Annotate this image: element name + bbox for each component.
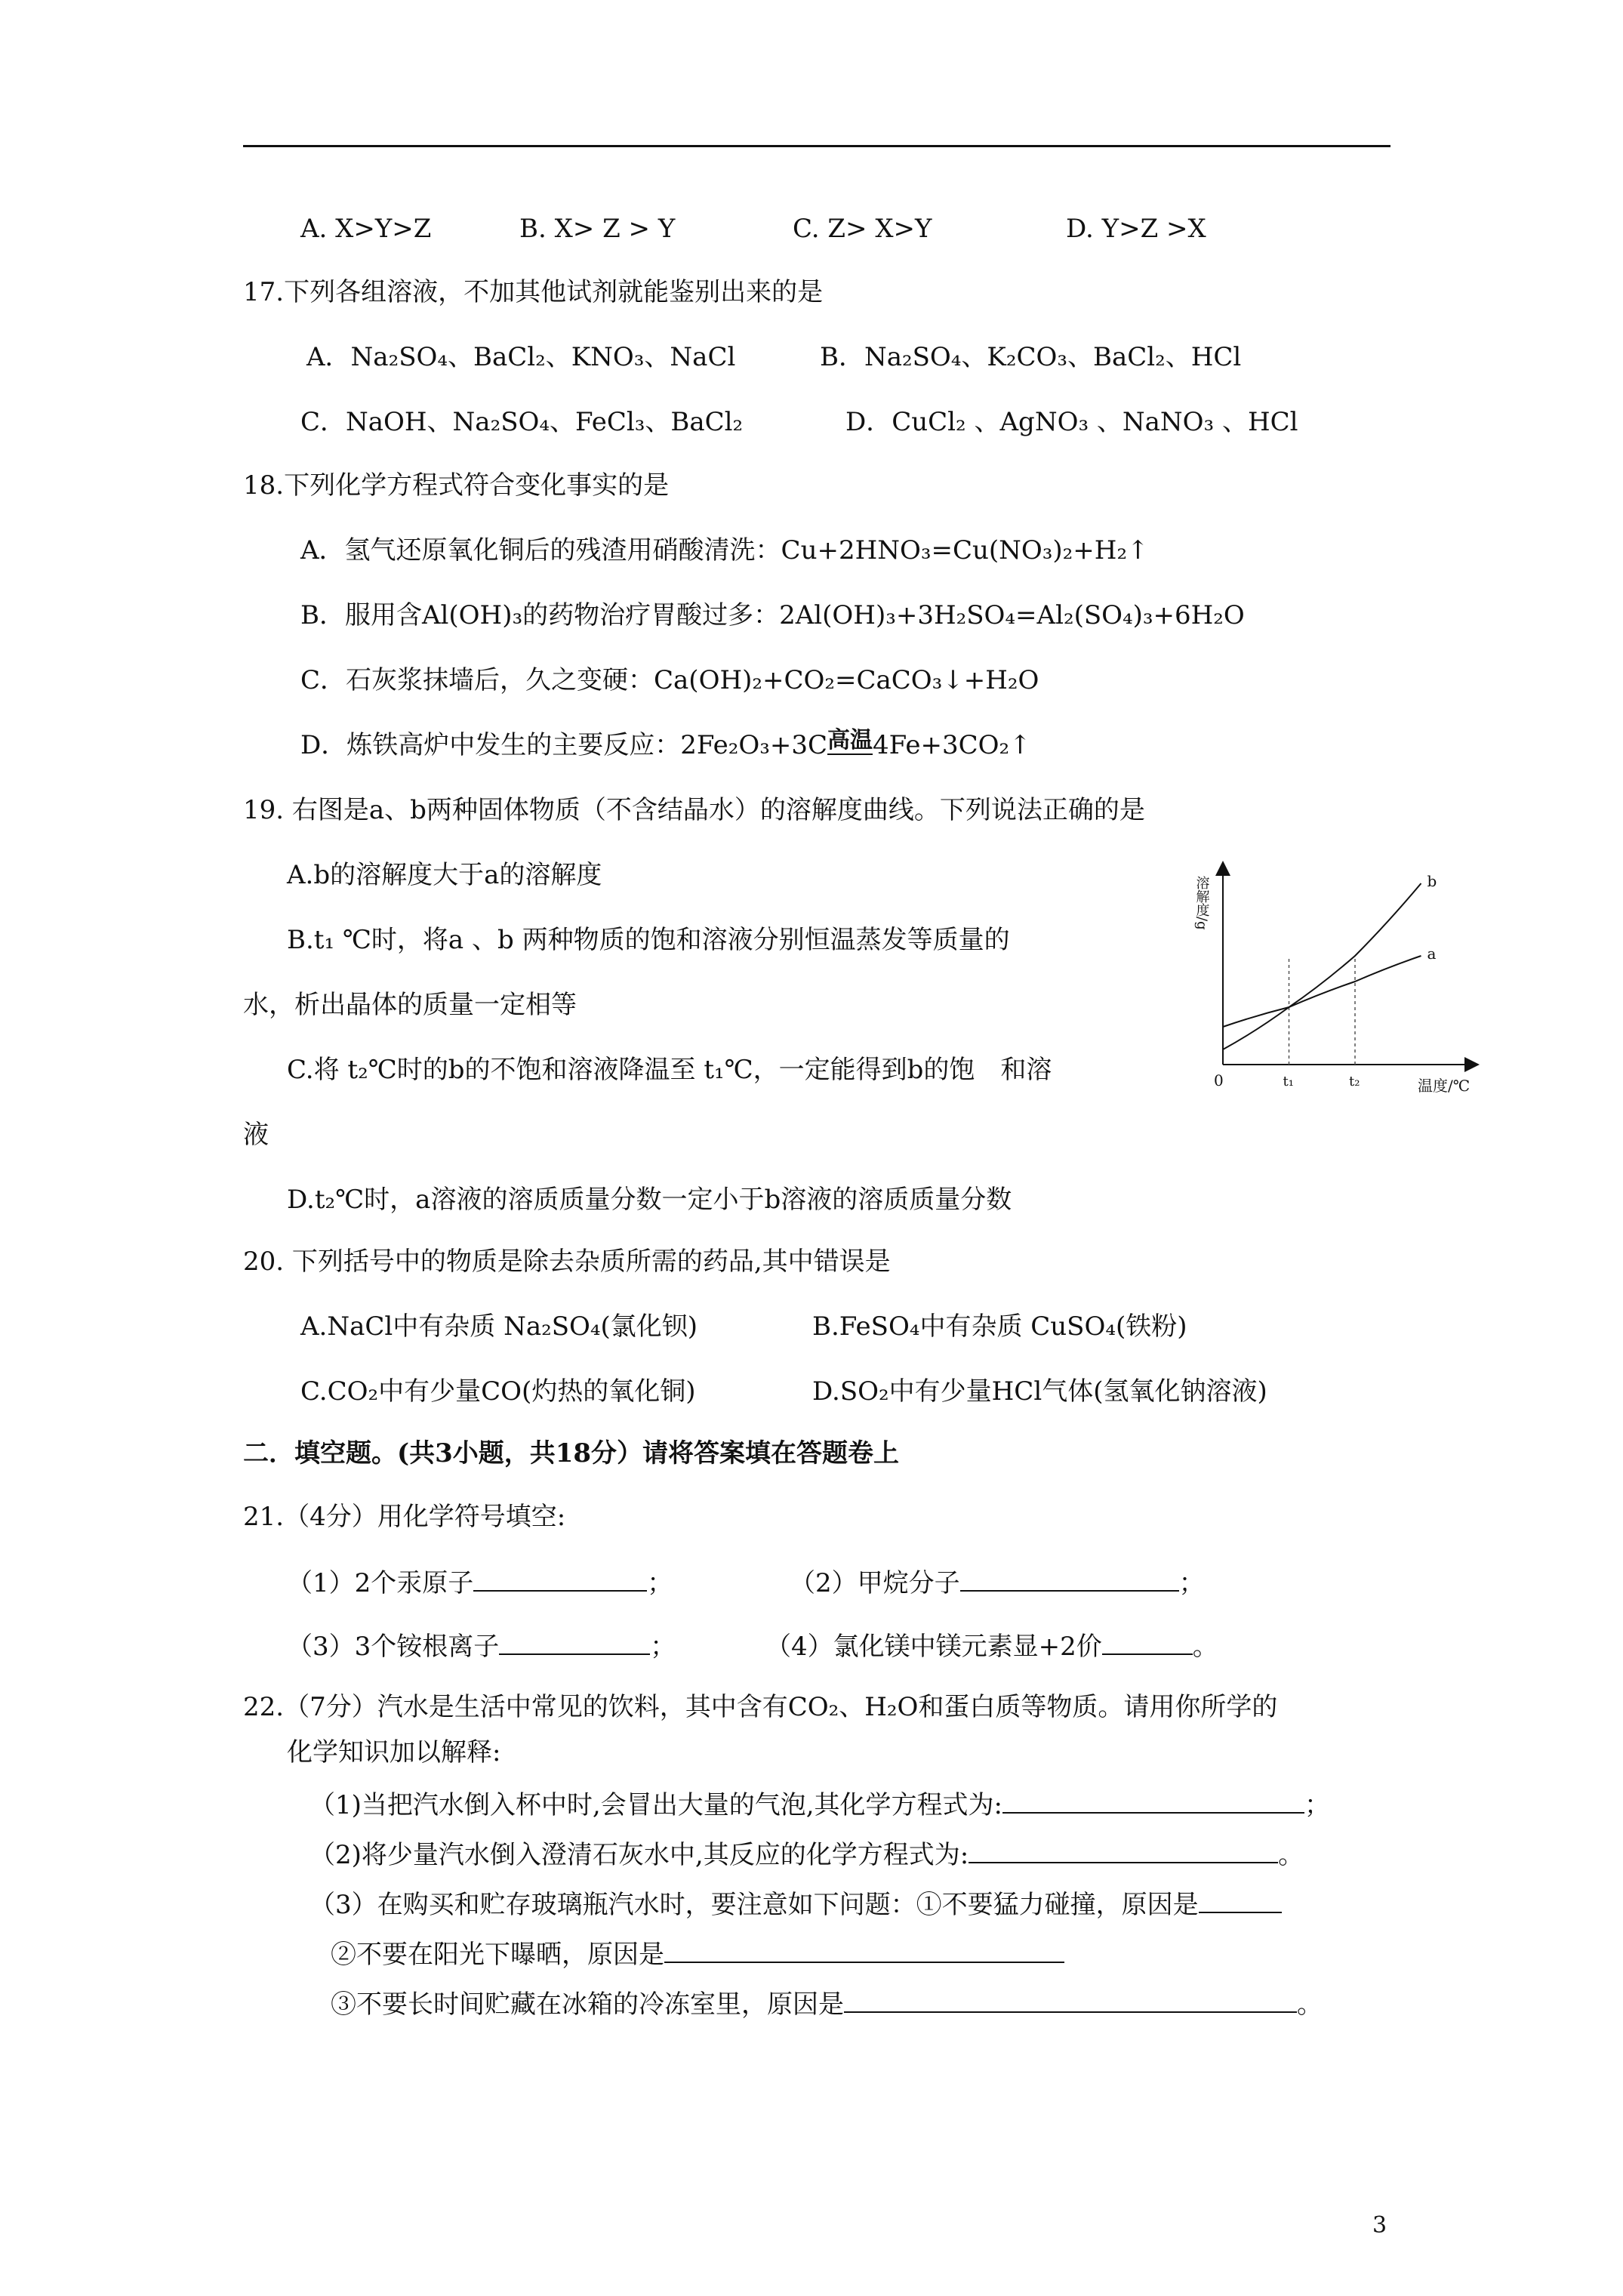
answer-blank[interactable] <box>499 1631 650 1655</box>
q21-stem: 21.（4分）用化学符号填空: <box>243 1502 566 1532</box>
q17-option-b: B．Na₂SO₄、K₂CO₃、BaCl₂、HCl <box>820 342 1242 372</box>
answer-blank[interactable] <box>664 1939 1064 1963</box>
q18-option-a: A．氢气还原氧化铜后的残渣用硝酸清洗：Cu+2HNO₃=Cu(NO₃)₂+H₂↑ <box>300 535 1149 566</box>
q17-option-c: C．NaOH、Na₂SO₄、FeCl₃、BaCl₂ <box>300 407 744 437</box>
origin-label: 0 <box>1214 1071 1224 1089</box>
q17-option-a: A．Na₂SO₄、BaCl₂、KNO₃、NaCl <box>306 342 736 372</box>
answer-blank[interactable] <box>1102 1631 1193 1655</box>
q18-option-c: C．石灰浆抹墙后，久之变硬：Ca(OH)₂+CO₂=CaCO₃↓+H₂O <box>300 665 1039 695</box>
series-label-a: a <box>1427 945 1437 963</box>
answer-blank[interactable] <box>844 1989 1297 2013</box>
q20-option-c: C.CO₂中有少量CO(灼热的氧化铜) <box>300 1376 696 1407</box>
q18-d-prefix: D．炼铁高炉中发生的主要反应：2Fe₂O₃+3C <box>300 730 828 760</box>
q22-part-3b: ②不要在阳光下曝晒，原因是 <box>331 1939 1064 1968</box>
q16-option-a: A. X>Y>Z <box>300 214 432 244</box>
q21-part-2: （2）甲烷分子 ； <box>790 1568 1205 1598</box>
x-tick-label: t₂ <box>1349 1074 1360 1089</box>
q16-option-d: D. Y>Z >X <box>1066 214 1206 244</box>
curve-a <box>1223 956 1421 1027</box>
q19-option-b-line1: B.t₁ ℃时，将a 、b 两种物质的饱和溶液分别恒温蒸发等质量的 <box>287 925 1010 955</box>
answer-blank[interactable] <box>473 1567 647 1592</box>
series-label-b: b <box>1427 872 1437 890</box>
y-axis-label: 溶解度/g <box>1193 876 1210 930</box>
solubility-chart <box>1178 861 1480 1110</box>
q18-d-suffix: 4Fe+3CO₂↑ <box>873 730 1031 760</box>
answer-blank[interactable] <box>969 1839 1278 1863</box>
q16-option-c: C. Z> X>Y <box>793 214 932 244</box>
q22-stem-line1: 22.（7分）汽水是生活中常见的饮料，其中含有CO₂、H₂O和蛋白质等物质。请用你所学的 <box>243 1692 1278 1722</box>
q21-part-3: （3）3个铵根离子 ； <box>287 1632 676 1662</box>
q22-part-1: （1)当把汽水倒入杯中时,会冒出大量的气泡,其化学方程式为: ； <box>310 1790 1330 1820</box>
q20-option-b: B.FeSO₄中有杂质 CuSO₄(铁粉) <box>812 1311 1187 1342</box>
q19-option-a: A.b的溶解度大于a的溶解度 <box>287 860 602 890</box>
header-rule <box>243 145 1390 147</box>
q19-option-c-line1: C.将 t₂℃时的b的不饱和溶液降温至 t₁℃，一定能得到b的饱 和溶 <box>287 1055 1052 1085</box>
q19-stem: 19. 右图是a、b两种固体物质（不含结晶水）的溶解度曲线。下列说法正确的是 <box>243 795 1145 825</box>
q22-part-3: （3）在购买和贮存玻璃瓶汽水时，要注意如下问题：①不要猛力碰撞，原因是 <box>310 1889 1282 1918</box>
q22-stem-line2: 化学知识加以解释: <box>287 1737 501 1767</box>
q21-part-1: （1）2个汞原子 ； <box>287 1568 673 1598</box>
q16-option-b: B. X> Z > Y <box>519 214 676 244</box>
q22-part-3c: ③不要长时间贮藏在冰箱的冷冻室里，原因是 。 <box>331 1989 1323 2020</box>
q18-stem: 18.下列化学方程式符合变化事实的是 <box>243 470 670 501</box>
page-number: 3 <box>1372 2212 1387 2239</box>
q20-stem: 20. 下列括号中的物质是除去杂质所需的药品,其中错误是 <box>243 1247 891 1277</box>
q18-option-b: B．服用含Al(OH)₃的药物治疗胃酸过多：2Al(OH)₃+3H₂SO₄=Al₂(SO₄)₃+6H₂O <box>300 600 1245 630</box>
q19-option-c-line2: 液 <box>243 1120 269 1150</box>
reaction-condition: 高温 <box>827 727 873 754</box>
answer-blank[interactable] <box>1002 1789 1304 1814</box>
answer-blank[interactable] <box>1199 1889 1282 1913</box>
q19-option-d: D.t₂℃时，a溶液的溶质质量分数一定小于b溶液的溶质质量分数 <box>287 1185 1012 1215</box>
q17-option-d: D．CuCl₂ 、AgNO₃ 、NaNO₃ 、HCl <box>845 407 1298 437</box>
answer-blank[interactable] <box>960 1567 1179 1592</box>
x-tick-label: t₁ <box>1283 1074 1294 1089</box>
q18-option-d <box>300 727 1031 760</box>
q17-stem: 17.下列各组溶液，不加其他试剂就能鉴别出来的是 <box>243 277 824 307</box>
q22-part-2: （2)将少量汽水倒入澄清石灰水中,其反应的化学方程式为: 。 <box>310 1840 1304 1870</box>
q19-option-b-line2: 水，析出晶体的质量一定相等 <box>243 990 577 1020</box>
q20-option-a: A.NaCl中有杂质 Na₂SO₄(氯化钡) <box>300 1311 698 1342</box>
section-heading: 二．填空题。(共3小题，共18分）请将答案填在答题卷上 <box>243 1438 900 1469</box>
x-axis-label: 温度/℃ <box>1418 1077 1471 1095</box>
q21-part-4: （4）氯化镁中镁元素显+2价 。 <box>765 1632 1218 1662</box>
q20-option-d: D.SO₂中有少量HCl气体(氢氧化钠溶液) <box>812 1376 1267 1407</box>
